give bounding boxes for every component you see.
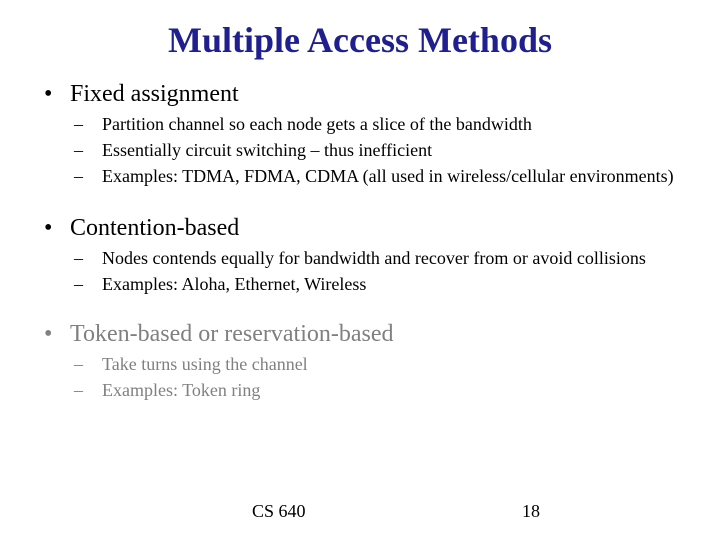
sub-item [74,113,674,135]
sub-text: Partition channel so each node gets a slice of the bandwidth [102,114,532,134]
bullet-heading [44,320,674,348]
sub-list [44,247,674,295]
bullet-fixed-assignment [44,80,674,187]
sub-text: Examples: Token ring [102,380,261,400]
sub-text: Examples: Aloha, Ethernet, Wireless [102,274,367,294]
sub-item [74,165,674,187]
bullet-marker: • [44,81,53,107]
bullet-heading [44,80,674,108]
bullet-label: Contention-based [70,215,240,241]
sub-item [74,353,674,375]
sub-marker: – [74,274,83,294]
sub-marker: – [74,166,83,186]
slide-title: Multiple Access Methods [168,20,552,60]
sub-text: Essentially circuit switching – thus inefficient [102,140,433,160]
sub-list [44,113,674,187]
sub-item [74,273,674,295]
sub-text: Take turns using the channel [102,354,308,374]
bullet-marker: • [44,215,53,241]
sub-list [44,353,674,401]
bullet-label: Token-based or reservation-based [70,321,394,347]
bullet-marker: • [44,321,53,347]
sub-marker: – [74,354,83,374]
bullet-token-based [44,320,674,401]
sub-marker: – [74,248,83,268]
bullet-contention-based [44,214,674,295]
footer-course: CS 640 [252,501,306,521]
bullet-label: Fixed assignment [70,81,239,107]
sub-item [74,247,674,269]
sub-item [74,379,674,401]
sub-text: Examples: TDMA, FDMA, CDMA (all used in wireless/cellular environments) [102,166,674,186]
footer-page-number: 18 [522,501,540,521]
sub-marker: – [74,380,83,400]
sub-marker: – [74,140,83,160]
sub-marker: – [74,114,83,134]
bullet-heading [44,214,674,242]
sub-text: Nodes contends equally for bandwidth and recover from or avoid collisions [102,248,646,268]
sub-item [74,139,674,161]
